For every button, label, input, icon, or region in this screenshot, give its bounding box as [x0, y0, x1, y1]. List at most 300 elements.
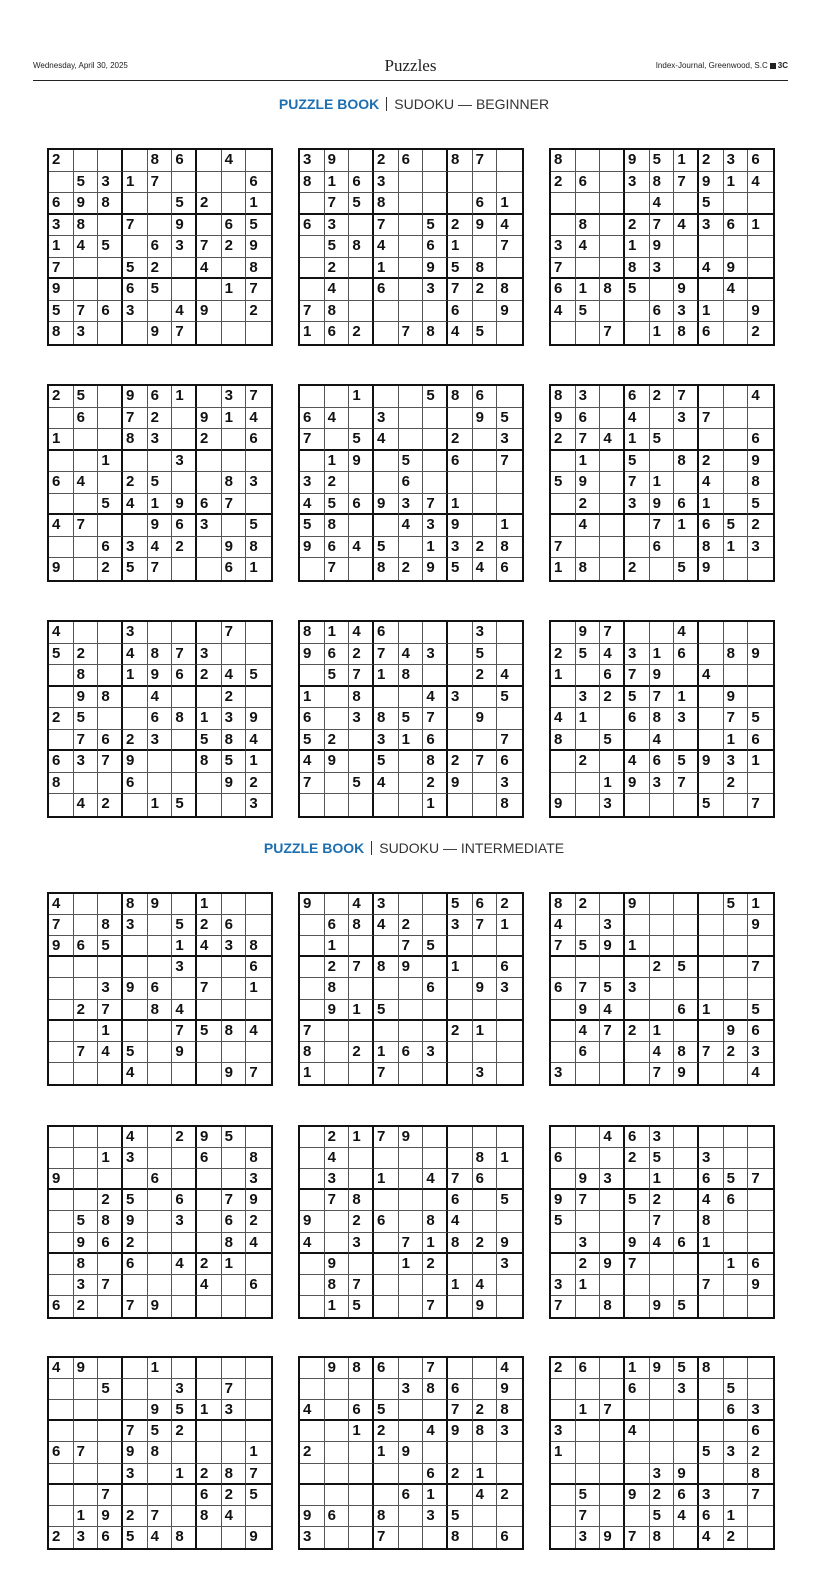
sudoku-cell: [674, 1021, 699, 1042]
sudoku-cell: 3: [600, 1169, 625, 1190]
sudoku-cell: 3: [74, 1527, 99, 1548]
sudoku-cell: [123, 1379, 148, 1400]
sudoku-cell: 5: [625, 451, 650, 473]
sudoku-cell: [349, 150, 374, 172]
sudoku-cell: 6: [674, 644, 699, 666]
sudoku-cell: 9: [473, 1296, 498, 1317]
sudoku-cell: 6: [49, 472, 74, 494]
sudoku-cell: [724, 451, 749, 473]
sudoku-cell: [724, 322, 749, 344]
sudoku-cell: 2: [551, 429, 576, 451]
sudoku-cell: [600, 515, 625, 537]
sudoku-cell: [600, 301, 625, 323]
sudoku-cell: 7: [448, 1169, 473, 1190]
sudoku-grid-beginner: [549, 384, 775, 582]
sudoku-cell: [74, 429, 99, 451]
sudoku-cell: 1: [699, 494, 724, 516]
sudoku-cell: 3: [349, 708, 374, 730]
sudoku-cell: 9: [674, 279, 699, 301]
sudoku-cell: 2: [625, 215, 650, 237]
sudoku-cell: [674, 1400, 699, 1421]
sudoku-cell: [98, 1127, 123, 1148]
sudoku-cell: [699, 773, 724, 795]
sudoku-cell: 8: [374, 558, 399, 580]
sudoku-cell: [699, 236, 724, 258]
sudoku-cell: 3: [222, 708, 247, 730]
sudoku-cell: 6: [49, 1296, 74, 1317]
sudoku-cell: 2: [600, 687, 625, 709]
sudoku-cell: [222, 193, 247, 215]
sudoku-cell: [699, 1400, 724, 1421]
sudoku-cell: 6: [699, 1506, 724, 1527]
sudoku-cell: 8: [374, 957, 399, 978]
sudoku-cell: [74, 1127, 99, 1148]
sudoku-cell: [300, 258, 325, 280]
sudoku-cell: 5: [724, 515, 749, 537]
sudoku-cell: [748, 558, 773, 580]
sudoku-cell: [49, 1421, 74, 1442]
sudoku-cell: [551, 622, 576, 644]
sudoku-cell: 5: [497, 687, 522, 709]
sudoku-cell: 7: [497, 730, 522, 752]
sudoku-cell: 7: [399, 322, 424, 344]
sudoku-cell: [197, 279, 222, 301]
sudoku-cell: [473, 429, 498, 451]
sudoku-cell: [497, 258, 522, 280]
sudoku-cell: [600, 215, 625, 237]
sudoku-cell: [699, 386, 724, 408]
sudoku-cell: [699, 1063, 724, 1084]
sudoku-cell: 9: [74, 687, 99, 709]
sudoku-cell: 2: [197, 665, 222, 687]
sudoku-cell: 7: [551, 258, 576, 280]
sudoku-cell: [473, 957, 498, 978]
sudoku-cell: 7: [650, 1063, 675, 1084]
sudoku-cell: [448, 730, 473, 752]
sudoku-cell: 3: [724, 751, 749, 773]
sudoku-cell: [222, 894, 247, 915]
sudoku-cell: 4: [699, 1190, 724, 1211]
sudoku-cell: [49, 1506, 74, 1527]
sudoku-cell: 6: [148, 978, 173, 999]
sudoku-grid-beginner: [47, 384, 273, 582]
sudoku-cell: [576, 665, 601, 687]
sudoku-cell: 7: [300, 1021, 325, 1042]
sudoku-cell: 5: [98, 1379, 123, 1400]
sudoku-cell: 1: [625, 1358, 650, 1379]
sudoku-cell: [748, 236, 773, 258]
sudoku-cell: 7: [497, 236, 522, 258]
sudoku-cell: 3: [249, 795, 258, 813]
sudoku-cell: [49, 1021, 74, 1042]
sudoku-cell: 4: [674, 1506, 699, 1527]
sudoku-cell: 7: [74, 515, 99, 537]
sudoku-cell: 9: [49, 1169, 74, 1190]
sudoku-cell: 1: [551, 665, 576, 687]
sudoku-cell: [674, 1211, 699, 1232]
sudoku-cell: [222, 644, 247, 666]
sudoku-cell: [600, 1464, 625, 1485]
sudoku-cell: 1: [123, 665, 148, 687]
sudoku-cell: [49, 537, 74, 559]
sudoku-cell: 1: [551, 558, 576, 580]
sudoku-cell: [349, 936, 374, 957]
sudoku-cell: 2: [699, 451, 724, 473]
sudoku-cell: 9: [473, 408, 498, 430]
sudoku-cell: [674, 1169, 699, 1190]
sudoku-cell: [349, 408, 374, 430]
sudoku-cell: 1: [399, 1254, 424, 1275]
sudoku-cell: [497, 936, 522, 957]
sudoku-cell: 9: [724, 258, 749, 280]
sudoku-cell: 1: [222, 1254, 247, 1275]
sudoku-cell: 7: [172, 1021, 197, 1042]
sudoku-cell: 6: [674, 1485, 699, 1506]
sudoku-cell: 4: [748, 172, 773, 194]
sudoku-cell: [473, 1527, 498, 1548]
sudoku-cell: 5: [325, 494, 350, 516]
sudoku-cell: [246, 1379, 271, 1400]
sudoku-cell: 6: [600, 665, 625, 687]
sudoku-cell: 8: [473, 1148, 498, 1169]
sudoku-cell: [650, 558, 675, 580]
sudoku-cell: [699, 1379, 724, 1400]
sudoku-cell: [300, 665, 325, 687]
sudoku-cell: 8: [699, 537, 724, 559]
sudoku-grid-intermediate: [549, 1356, 775, 1550]
sudoku-cell: [49, 1190, 74, 1211]
sudoku-cell: 1: [349, 1127, 374, 1148]
sudoku-cell: [399, 1358, 424, 1379]
sudoku-cell: 6: [551, 279, 576, 301]
sudoku-cell: 8: [49, 773, 74, 795]
sudoku-cell: [74, 558, 99, 580]
sudoku-cell: 8: [98, 1211, 123, 1232]
sudoku-cell: [625, 1063, 650, 1084]
sudoku-cell: 2: [650, 1190, 675, 1211]
sudoku-cell: [148, 1379, 173, 1400]
sudoku-grid-intermediate: [47, 1125, 273, 1319]
sudoku-cell: 4: [325, 1148, 350, 1169]
sudoku-cell: 2: [576, 494, 601, 516]
sudoku-cell: [148, 301, 173, 323]
sudoku-cell: 5: [300, 515, 325, 537]
sudoku-cell: [374, 472, 399, 494]
sudoku-cell: 6: [724, 215, 749, 237]
sudoku-cell: 6: [148, 236, 173, 258]
sudoku-cell: 7: [423, 1358, 448, 1379]
sudoku-cell: 6: [724, 1400, 749, 1421]
sudoku-cell: 4: [374, 915, 399, 936]
sudoku-cell: [49, 1042, 74, 1063]
sudoku-cell: 1: [497, 515, 522, 537]
sudoku-cell: [399, 386, 424, 408]
sudoku-cell: 4: [423, 1169, 448, 1190]
sudoku-cell: [300, 978, 325, 999]
sudoku-cell: [399, 1169, 424, 1190]
sudoku-cell: [399, 193, 424, 215]
sudoku-cell: 6: [448, 1190, 473, 1211]
sudoku-cell: 6: [222, 558, 247, 580]
sudoku-cell: [448, 172, 473, 194]
sudoku-cell: 6: [748, 730, 773, 752]
sudoku-cell: 5: [399, 451, 424, 473]
sudoku-cell: [300, 279, 325, 301]
sudoku-cell: [748, 978, 773, 999]
sudoku-cell: [98, 515, 123, 537]
sudoku-cell: 9: [300, 894, 325, 915]
sudoku-cell: [473, 1358, 498, 1379]
sudoku-cell: [123, 957, 148, 978]
sudoku-grid-beginner: [298, 384, 524, 582]
sudoku-cell: [98, 386, 123, 408]
sudoku-cell: [349, 258, 374, 280]
sudoku-cell: 4: [300, 751, 325, 773]
sudoku-cell: 1: [374, 1442, 399, 1463]
sudoku-cell: 2: [551, 1358, 576, 1379]
sudoku-cell: 7: [349, 665, 374, 687]
sudoku-cell: [551, 1254, 576, 1275]
sudoku-cell: 8: [551, 386, 576, 408]
sudoku-cell: [148, 1127, 173, 1148]
sudoku-cell: 3: [300, 150, 325, 172]
sudoku-cell: 3: [123, 915, 148, 936]
sudoku-cell: [374, 1379, 399, 1400]
sudoku-cell: [699, 730, 724, 752]
sudoku-cell: 2: [300, 1442, 325, 1463]
sudoku-cell: [699, 1254, 724, 1275]
sudoku-cell: [576, 537, 601, 559]
sudoku-cell: 5: [374, 537, 399, 559]
sudoku-cell: [349, 1254, 374, 1275]
sudoku-cell: [448, 1042, 473, 1063]
sudoku-cell: 3: [374, 408, 399, 430]
sudoku-cell: 6: [222, 215, 247, 237]
sudoku-cell: 4: [497, 215, 522, 237]
sudoku-cell: 7: [246, 279, 271, 301]
sudoku-cell: 1: [674, 515, 699, 537]
sudoku-cell: 4: [172, 301, 197, 323]
sudoku-cell: 7: [246, 1464, 271, 1485]
sudoku-cell: [98, 279, 123, 301]
sudoku-cell: 3: [172, 957, 197, 978]
sudoku-cell: [98, 644, 123, 666]
sudoku-cell: 6: [497, 751, 522, 773]
sudoku-cell: [325, 1421, 350, 1442]
sudoku-cell: 5: [246, 515, 271, 537]
sudoku-cell: [724, 622, 749, 644]
sudoku-cell: [123, 1400, 148, 1421]
sudoku-cell: 2: [751, 323, 760, 341]
sudoku-cell: [172, 429, 197, 451]
sudoku-cell: 6: [748, 429, 773, 451]
sudoku-cell: 8: [448, 150, 473, 172]
sudoku-cell: [222, 451, 247, 473]
sudoku-cell: 4: [699, 472, 724, 494]
sudoku-cell: 7: [123, 408, 148, 430]
sudoku-cell: 4: [349, 537, 374, 559]
sudoku-cell: 4: [399, 644, 424, 666]
sudoku-cell: [197, 1063, 222, 1084]
sudoku-cell: [600, 408, 625, 430]
section-subtitle: SUDOKU — INTERMEDIATE: [379, 840, 565, 856]
sudoku-cell: [148, 1063, 173, 1084]
sudoku-cell: [74, 537, 99, 559]
sudoku-cell: 5: [674, 957, 699, 978]
sudoku-cell: 3: [423, 515, 448, 537]
sudoku-cell: [699, 1421, 724, 1442]
sudoku-cell: [399, 537, 424, 559]
sudoku-cell: [600, 172, 625, 194]
sudoku-cell: [172, 1275, 197, 1296]
sudoku-cell: 4: [497, 1358, 522, 1379]
sudoku-cell: 1: [300, 322, 325, 344]
sudoku-cell: 2: [49, 150, 74, 172]
sudoku-cell: [423, 1021, 448, 1042]
sudoku-cell: 8: [650, 172, 675, 194]
sudoku-grid-beginner: [47, 148, 273, 346]
sudoku-cell: [399, 1148, 424, 1169]
sudoku-cell: [148, 1233, 173, 1254]
sudoku-cell: 9: [650, 494, 675, 516]
sudoku-cell: 1: [246, 978, 271, 999]
sudoku-cell: [497, 1296, 522, 1317]
sudoku-cell: 7: [674, 386, 699, 408]
sudoku-cell: 3: [74, 751, 99, 773]
sudoku-cell: 9: [576, 472, 601, 494]
sudoku-cell: [625, 322, 650, 344]
sudoku-cell: [600, 751, 625, 773]
sudoku-cell: [650, 451, 675, 473]
sudoku-cell: [74, 894, 99, 915]
sudoku-cell: 2: [448, 751, 473, 773]
sudoku-cell: 9: [448, 773, 473, 795]
sudoku-grid-beginner: [298, 148, 524, 346]
sudoku-cell: [197, 622, 222, 644]
sudoku-cell: 2: [448, 429, 473, 451]
sudoku-cell: [399, 1506, 424, 1527]
sudoku-cell: 7: [222, 494, 247, 516]
sudoku-cell: 9: [325, 751, 350, 773]
sudoku-cell: [374, 1190, 399, 1211]
sudoku-cell: [49, 494, 74, 516]
sudoku-cell: 6: [49, 193, 74, 215]
sudoku-cell: 6: [500, 1527, 509, 1545]
sudoku-cell: 6: [325, 915, 350, 936]
sudoku-cell: 8: [497, 1400, 522, 1421]
sudoku-cell: [625, 730, 650, 752]
sudoku-cell: [399, 894, 424, 915]
sudoku-cell: [325, 1379, 350, 1400]
sudoku-cell: [600, 1148, 625, 1169]
sudoku-cell: [246, 1042, 271, 1063]
sudoku-cell: 7: [148, 172, 173, 194]
sudoku-cell: [349, 472, 374, 494]
sudoku-cell: [98, 1442, 123, 1463]
sudoku-cell: 5: [724, 1169, 749, 1190]
sudoku-cell: [74, 1400, 99, 1421]
sudoku-cell: 6: [473, 894, 498, 915]
sudoku-cell: [497, 1275, 522, 1296]
sudoku-cell: 4: [600, 429, 625, 451]
sudoku-cell: [551, 215, 576, 237]
sudoku-cell: 8: [222, 1464, 247, 1485]
sudoku-cell: 5: [349, 1296, 374, 1317]
sudoku-cell: [423, 1275, 448, 1296]
sudoku-cell: [625, 794, 650, 816]
sudoku-cell: [724, 1275, 749, 1296]
sudoku-cell: [674, 665, 699, 687]
sudoku-cell: 5: [674, 558, 699, 580]
sudoku-cell: 8: [650, 1527, 675, 1548]
sudoku-cell: 7: [123, 215, 148, 237]
sudoku-cell: 1: [650, 322, 675, 344]
sudoku-cell: 5: [222, 751, 247, 773]
sudoku-cell: 9: [300, 644, 325, 666]
sudoku-cell: [699, 957, 724, 978]
sudoku-grid-intermediate: [298, 1125, 524, 1319]
sudoku-cell: 3: [551, 1063, 576, 1084]
sudoku-cell: 6: [551, 978, 576, 999]
sudoku-cell: [74, 1063, 99, 1084]
sudoku-cell: 8: [500, 795, 509, 813]
sudoku-cell: 3: [448, 915, 473, 936]
sudoku-cell: 7: [49, 258, 74, 280]
sudoku-cell: 6: [197, 494, 222, 516]
sudoku-cell: 3: [74, 322, 99, 344]
sudoku-cell: 8: [300, 172, 325, 194]
sudoku-cell: [699, 936, 724, 957]
sudoku-cell: 5: [576, 936, 601, 957]
sudoku-cell: 1: [473, 1464, 498, 1485]
sudoku-grid-intermediate: [47, 1356, 273, 1550]
sudoku-cell: [325, 1211, 350, 1232]
sudoku-cell: [197, 322, 222, 344]
sudoku-cell: [473, 1442, 498, 1463]
sudoku-cell: 6: [576, 1358, 601, 1379]
sudoku-cell: 3: [674, 408, 699, 430]
sudoku-cell: [172, 978, 197, 999]
sudoku-cell: [448, 978, 473, 999]
sudoku-grid-intermediate: [549, 1125, 775, 1319]
sudoku-cell: 3: [349, 1233, 374, 1254]
sudoku-cell: [625, 1296, 650, 1317]
sudoku-cell: [374, 794, 399, 816]
sudoku-cell: [98, 150, 123, 172]
sudoku-cell: [123, 322, 148, 344]
sudoku-cell: [399, 751, 424, 773]
sudoku-cell: [325, 1233, 350, 1254]
sudoku-cell: 7: [374, 215, 399, 237]
sudoku-cell: [399, 1021, 424, 1042]
sudoku-cell: 3: [374, 894, 399, 915]
sudoku-cell: [197, 558, 222, 580]
sudoku-cell: 7: [98, 1000, 123, 1021]
sudoku-cell: [374, 1148, 399, 1169]
sudoku-cell: [300, 794, 325, 816]
sudoku-cell: 8: [172, 1527, 197, 1548]
sudoku-cell: 4: [300, 494, 325, 516]
sudoku-cell: 1: [650, 1021, 675, 1042]
sudoku-cell: [399, 1527, 424, 1548]
sudoku-cell: 1: [74, 1506, 99, 1527]
sudoku-cell: [576, 1442, 601, 1463]
sudoku-cell: [74, 978, 99, 999]
sudoku-cell: [49, 1148, 74, 1169]
sudoku-cell: [423, 894, 448, 915]
sudoku-cell: 8: [349, 1358, 374, 1379]
sudoku-cell: 2: [222, 687, 247, 709]
